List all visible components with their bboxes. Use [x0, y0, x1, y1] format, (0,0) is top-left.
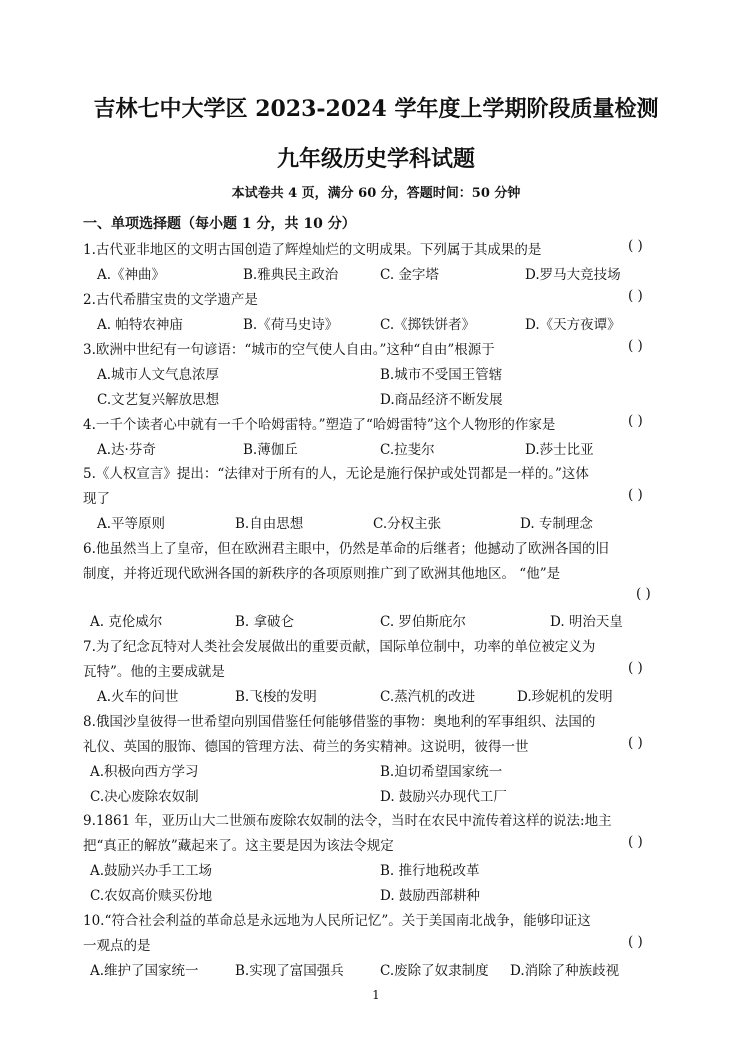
- option-b: B.迫切希望国家统一: [380, 764, 503, 780]
- option-c: C.《掷铁饼者》: [380, 317, 476, 333]
- option-d: D. 鼓励兴办现代工厂: [380, 789, 507, 805]
- answer-paren: ( ): [636, 586, 651, 602]
- option-a: A.火车的问世: [97, 689, 179, 705]
- option-d: D.商品经济不断发展: [380, 392, 503, 408]
- answer-paren: ( ): [628, 834, 643, 850]
- option-d: D.《天方夜谭》: [525, 317, 621, 333]
- question-text: 3.欧洲中世纪有一句谚语：“城市的空气使人自由。”这种“自由”根源于: [83, 342, 495, 358]
- question-text: 8.俄国沙皇彼得一世希望向别国借鉴任何能够借鉴的事物：奥地利的军事组织、法国的: [83, 714, 596, 730]
- option-b: B.实现了富国强兵: [235, 963, 344, 979]
- option-b: B.自由思想: [235, 516, 304, 532]
- question-text-cont: 一观点的是: [83, 938, 151, 954]
- option-c: C.拉斐尔: [380, 442, 435, 458]
- question-text-cont: 礼仪、英国的服饰、德国的管理方法、荷兰的务实精神。这说明，彼得一世: [83, 739, 529, 755]
- option-a: A.城市人文气息浓厚: [97, 367, 220, 383]
- option-a: A.积极向西方学习: [90, 764, 199, 780]
- option-a: A.达·芬奇: [97, 442, 156, 458]
- option-d: D.罗马大竞技场: [525, 267, 621, 283]
- option-a: A.平等原则: [97, 516, 166, 532]
- answer-paren: ( ): [628, 338, 643, 354]
- answer-paren: ( ): [628, 660, 643, 676]
- question-text: 9.1861 年，亚历山大二世颁布废除农奴制的法令，当时在农民中流传着这样的说法:地主: [83, 813, 612, 829]
- answer-paren: ( ): [628, 238, 643, 254]
- option-d: D. 明治天皇: [550, 614, 623, 630]
- exam-info: 本试卷共 4 页，满分 60 分，答题时间：50 分钟: [231, 186, 521, 201]
- option-a: A. 帕特农神庙: [97, 317, 183, 333]
- option-c: C. 金字塔: [380, 267, 439, 283]
- option-d: D.珍妮机的发明: [517, 689, 613, 705]
- page-title: 吉林七中大学区 2023-2024 学年度上学期阶段质量检测: [93, 96, 659, 122]
- page-subtitle: 九年级历史学科试题: [276, 146, 475, 172]
- option-a: A.维护了国家统一: [90, 963, 199, 979]
- question-text: 4.一千个读者心中就有一千个哈姆雷特。”塑造了“哈姆雷特”这个人物形的作家是: [83, 417, 556, 433]
- page-number: 1: [372, 988, 380, 1002]
- option-b: B. 推行地税改革: [380, 863, 480, 879]
- option-d: D. 专制理念: [520, 516, 593, 532]
- question-text: 7.为了纪念瓦特对人类社会发展做出的重要贡献，国际单位制中，功率的单位被定义为: [83, 639, 596, 655]
- option-c: C.分权主张: [373, 516, 442, 532]
- option-c: C. 罗伯斯庇尔: [380, 614, 466, 630]
- answer-paren: ( ): [628, 288, 643, 304]
- question-text: 10.“符合社会利益的革命总是永远地为人民所记忆”。关于美国南北战争，能够印证这: [83, 913, 591, 929]
- option-a: A. 克伦威尔: [90, 614, 163, 630]
- question-text: 6.他虽然当上了皇帝，但在欧洲君主眼中，仍然是革命的后继者；他撼动了欧洲各国的旧: [83, 541, 609, 557]
- option-d: D.消除了种族歧视: [510, 963, 620, 979]
- option-c: C.农奴高价赎买份地: [90, 888, 213, 904]
- answer-paren: ( ): [628, 413, 643, 429]
- answer-paren: ( ): [628, 735, 643, 751]
- option-b: B. 拿破仑: [235, 614, 295, 630]
- answer-paren: ( ): [628, 487, 643, 503]
- option-a: A.《神曲》: [97, 267, 166, 283]
- option-b: B.飞梭的发明: [235, 689, 317, 705]
- option-c: C.废除了奴隶制度: [380, 963, 489, 979]
- question-text: 1.古代亚非地区的文明古国创造了辉煌灿烂的文明成果。下列属于其成果的是: [83, 242, 542, 258]
- option-c: C.决心废除农奴制: [90, 789, 199, 805]
- question-text-cont: 现了: [83, 491, 110, 507]
- section-heading: 一、单项选择题（每小题 1 分，共 10 分）: [83, 216, 356, 232]
- answer-paren: ( ): [628, 934, 643, 950]
- option-b: B.城市不受国王管辖: [380, 367, 503, 383]
- option-a: A.鼓励兴办手工工场: [90, 863, 213, 879]
- option-b: B.《荷马史诗》: [243, 317, 339, 333]
- question-text: 2.古代希腊宝贵的文学遗产是: [83, 292, 258, 308]
- question-text-cont: 制度，并将近现代欧洲各国的新秩序的各项原则推广到了欧洲其他地区。 “他”是: [83, 566, 561, 582]
- question-text-cont: 把“真正的解放”藏起来了。这主要是因为该法令规定: [83, 838, 394, 854]
- option-d: D.莎士比亚: [525, 442, 594, 458]
- question-text: 5.《人权宣言》提出：“法律对于所有的人，无论是施行保护或处罚都是一样的。”这体: [83, 466, 589, 482]
- option-b: B.雅典民主政治: [243, 267, 339, 283]
- option-b: B.薄伽丘: [243, 442, 298, 458]
- option-d: D. 鼓励西部耕种: [380, 888, 480, 904]
- option-c: C.蒸汽机的改进: [380, 689, 476, 705]
- question-text-cont: 瓦特”。他的主要成就是: [83, 664, 225, 680]
- option-c: C.文艺复兴解放思想: [97, 392, 220, 408]
